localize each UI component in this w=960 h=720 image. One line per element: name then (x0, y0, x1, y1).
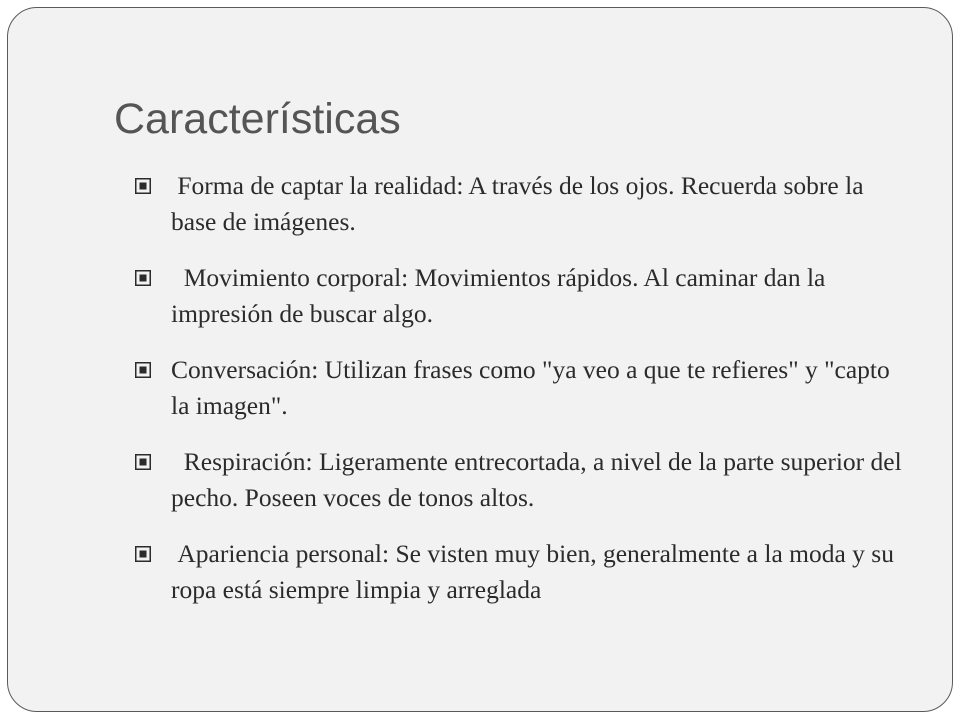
bullet-item (131, 168, 911, 240)
square-bullet-icon (135, 362, 151, 378)
bullet-text: Forma de captar la realidad: A través de los ojos. Recuerda sobre la base de imágenes. (171, 171, 870, 236)
bullet-list (131, 168, 911, 628)
bullet-text: Respiración: Ligeramente entrecortada, a nivel de la parte superior del pecho. Poseen voces de tonos altos. (171, 447, 909, 512)
bullet-item (131, 352, 911, 424)
square-bullet-icon (135, 178, 151, 194)
slide-title: Características (114, 95, 401, 143)
square-bullet-icon (135, 270, 151, 286)
bullet-text: Conversación: Utilizan frases como "ya veo a que te refieres" y "capto la imagen". (171, 355, 897, 420)
bullet-text: Apariencia personal: Se visten muy bien, generalmente a la moda y su ropa está siempre limpia y arreglada (171, 539, 901, 604)
square-bullet-icon (135, 454, 151, 470)
bullet-text: Movimiento corporal: Movimientos rápidos. Al caminar dan la impresión de buscar algo. (171, 263, 832, 328)
bullet-item (131, 444, 911, 516)
bullet-item (131, 536, 911, 608)
bullet-item (131, 260, 911, 332)
slide-frame (7, 7, 953, 712)
square-bullet-icon (135, 546, 151, 562)
